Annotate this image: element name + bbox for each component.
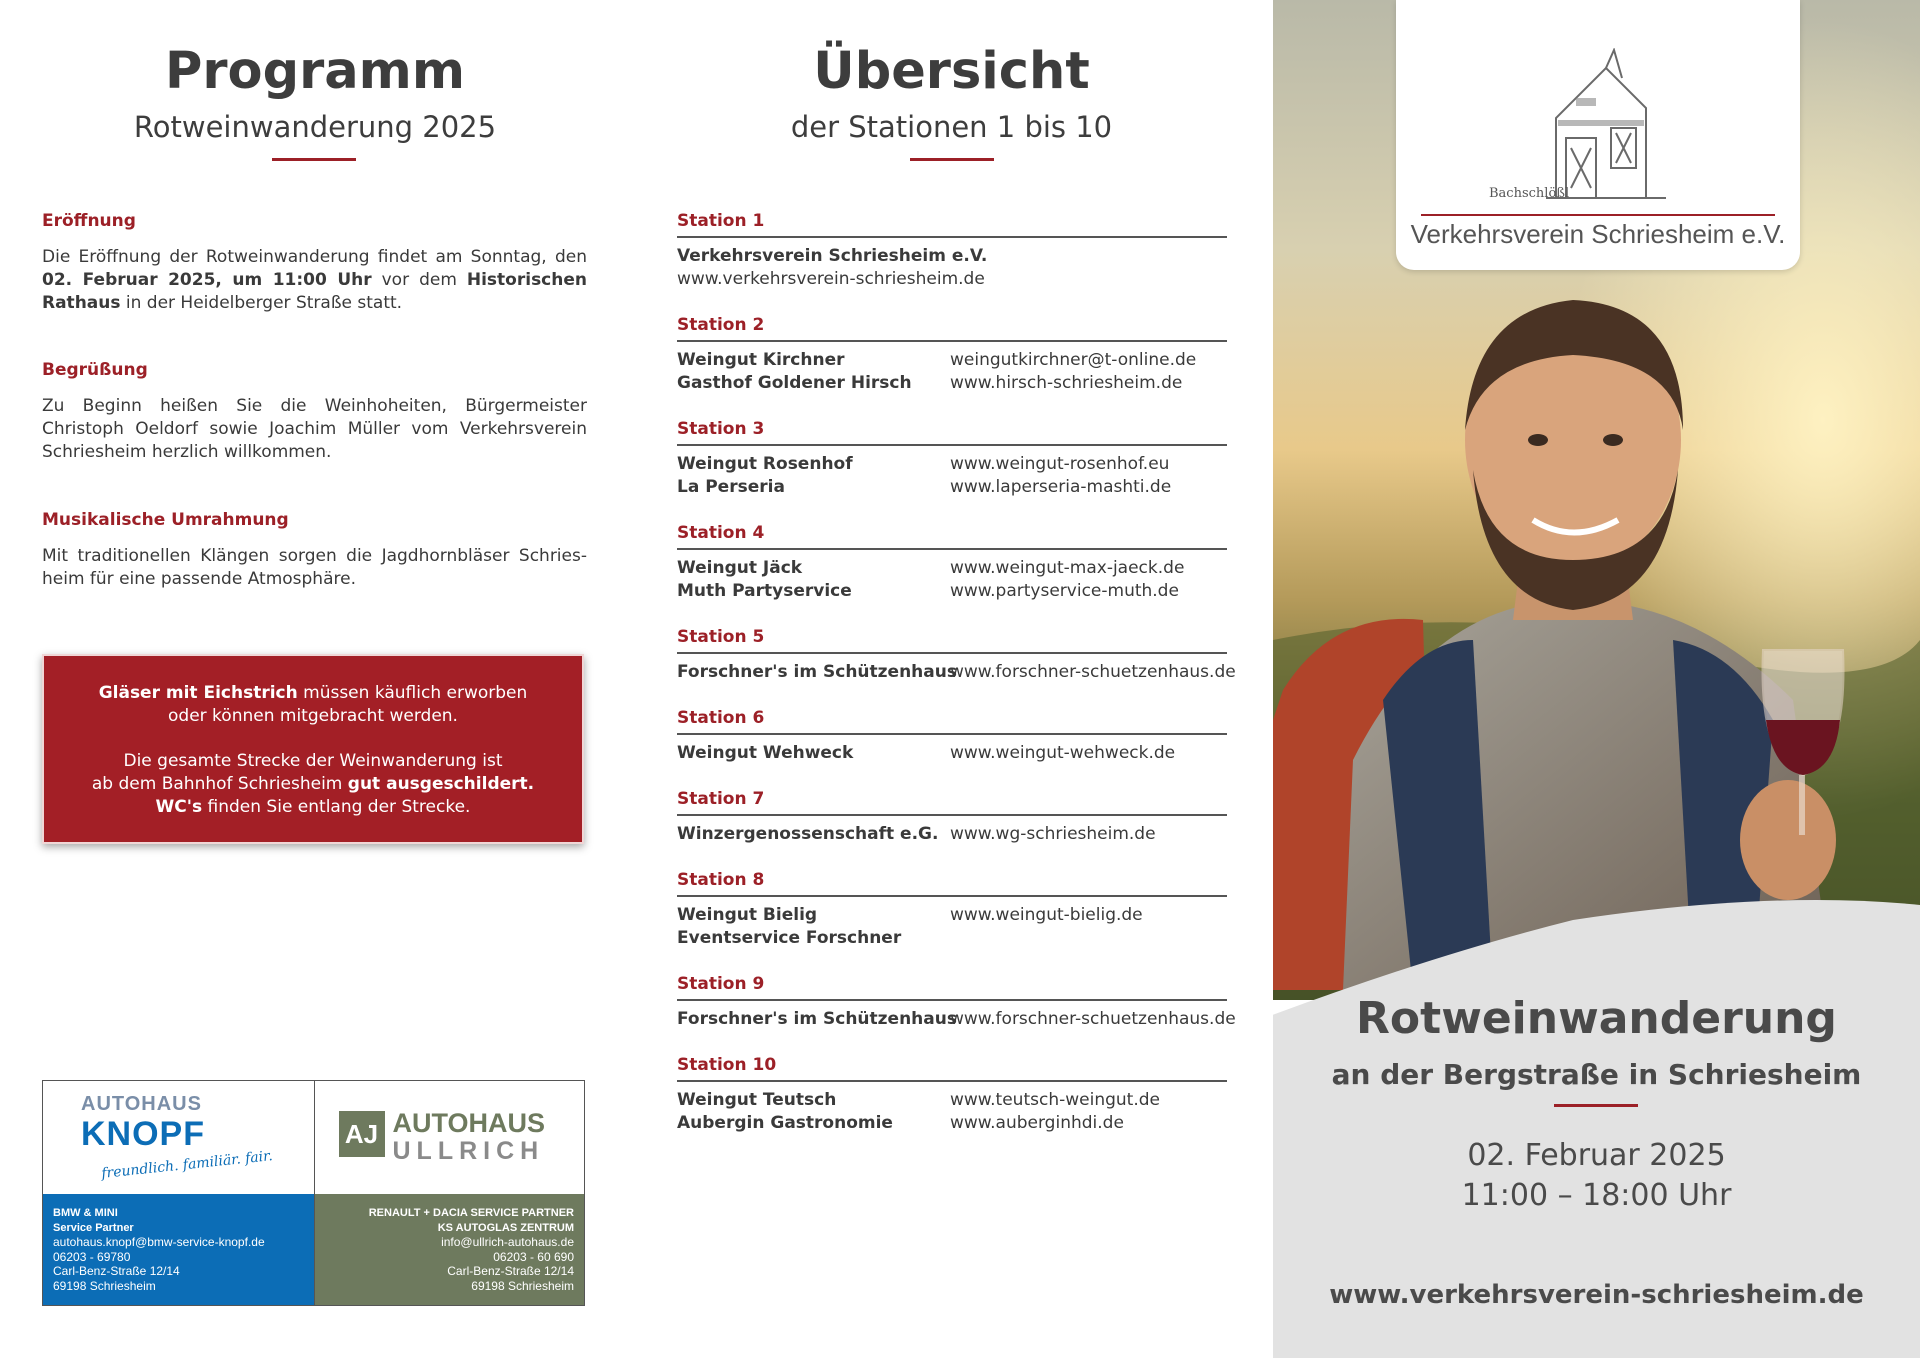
logo-organisation-name: Verkehrsverein Schriesheim e.V.	[1410, 219, 1786, 249]
station-heading: Station 8	[677, 870, 765, 890]
cover-website: www.verkehrsverein-schriesheim.de	[1329, 1280, 1864, 1310]
station-name: Forschner's im Schützenhaus	[677, 662, 957, 682]
station-rule	[677, 999, 1227, 1001]
ad-autohaus-ullrich	[314, 1081, 585, 1305]
cover-time: 11:00 – 18:00 Uhr	[1461, 1178, 1732, 1213]
station-name: Weingut Bielig	[677, 905, 818, 925]
station-name: Muth Partyservice	[677, 580, 852, 601]
station-link[interactable]: www.weingut-max-jaeck.de	[950, 558, 1185, 578]
station-name: Weingut Jäck	[677, 558, 803, 578]
station-rule	[677, 548, 1227, 550]
logo-rule	[1421, 214, 1775, 216]
station-name: Aubergin Gastronomie	[677, 1112, 893, 1133]
station-name: La Perseria	[677, 476, 785, 497]
section-heading-opening: Eröffnung	[42, 211, 136, 231]
section-heading-welcome: Begrüßung	[42, 360, 148, 380]
station-rule	[677, 340, 1227, 342]
knopf-email: autohaus.knopf@bmw-service-knopf.de	[53, 1235, 265, 1249]
station-link[interactable]: www.teutsch-weingut.de	[950, 1090, 1160, 1110]
station-rule	[677, 444, 1227, 446]
knopf-tagline: freundlich. familiär. fair.	[100, 1148, 274, 1182]
program-subtitle: Rotweinwanderung 2025	[133, 110, 497, 144]
section-text-welcome: Zu Beginn heißen Sie die Weinhoheiten, Bürgermeister Christoph Oeldorf sowie Joachim Müller vom Verkehrsverein Schriesheim herzlich willkommen.	[42, 396, 587, 462]
cover-title: Rotweinwanderung	[1356, 993, 1837, 1044]
station-heading: Station 10	[677, 1055, 777, 1075]
station-heading: Station 7	[677, 789, 765, 809]
station-link[interactable]: www.forschner-schuetzenhaus.de	[950, 662, 1236, 682]
ullrich-phone: 06203 - 60 690	[493, 1249, 574, 1264]
station-rule	[677, 1080, 1227, 1082]
stations-column	[630, 0, 1273, 1358]
section-text-opening: Die Eröffnung der Rotweinwanderung findet am Sonntag, den 02. Februar 2025, um 11:00 Uhr vor dem Historischen Rathaus in der Heidelberger Straße statt.	[42, 247, 587, 313]
station-link[interactable]: www.verkehrsverein-schriesheim.de	[677, 268, 985, 289]
knopf-logo-line2: KNOPF	[81, 1115, 205, 1153]
station-rule	[677, 895, 1227, 897]
stations-title-rule	[910, 158, 994, 161]
station-heading: Station 5	[677, 627, 765, 647]
sponsor-ads	[42, 1080, 585, 1306]
station-name: Weingut Wehweck	[677, 743, 854, 763]
knopf-street: Carl-Benz-Straße 12/14	[53, 1264, 180, 1278]
cover-date: 02. Februar 2025	[1467, 1138, 1726, 1173]
station-name: Gasthof Goldener Hirsch	[677, 372, 912, 393]
station-name: Weingut Kirchner	[677, 350, 845, 370]
knopf-partner-2: Service Partner	[53, 1221, 134, 1234]
station-name: Eventservice Forschner	[677, 927, 902, 948]
cover-subtitle: an der Bergstraße in Schriesheim	[1331, 1058, 1862, 1091]
bachschloessl-drawing-icon	[1536, 48, 1676, 200]
station-rule	[677, 814, 1227, 816]
station-link[interactable]: www.auberginhdi.de	[950, 1112, 1124, 1133]
station-name: Forschner's im Schützenhaus	[677, 1009, 957, 1029]
ullrich-logo	[315, 1081, 585, 1194]
station-heading: Station 6	[677, 708, 765, 728]
notice-box: Gläser mit Eichstrich müssen käuflich erworben oder können mitgebracht werden. Die gesamte Strecke der Weinwanderung ist ab dem Bahnhof Schriesheim gut ausgeschildert. WC's finden Sie entlang der Strecke.	[42, 654, 584, 844]
ullrich-logo-line2: ULLRICH	[392, 1137, 545, 1165]
section-heading-music: Musikalische Umrahmung	[42, 510, 289, 530]
ullrich-street: Carl-Benz-Straße 12/14	[447, 1264, 574, 1278]
station-name: Weingut Teutsch	[677, 1090, 837, 1110]
station-link[interactable]: weingutkirchner@t-online.de	[950, 350, 1197, 370]
station-link[interactable]: www.hirsch-schriesheim.de	[950, 372, 1183, 393]
station-rule	[677, 652, 1227, 654]
station-heading: Station 4	[677, 523, 765, 543]
station-heading: Station 1	[677, 211, 765, 231]
knopf-contact	[43, 1194, 314, 1305]
station-rule	[677, 733, 1227, 735]
station-link[interactable]: www.weingut-wehweck.de	[950, 743, 1176, 763]
station-heading: Station 3	[677, 419, 765, 439]
station-link[interactable]: www.laperseria-mashti.de	[950, 476, 1172, 497]
station-name: Winzergenossenschaft e.G.	[677, 824, 939, 844]
program-title: Programm	[165, 42, 465, 101]
program-title-rule	[272, 158, 356, 161]
station-heading: Station 2	[677, 315, 765, 335]
ullrich-logo-mark: AJ	[339, 1111, 385, 1157]
station-link[interactable]: www.weingut-rosenhof.eu	[950, 454, 1170, 474]
knopf-phone: 06203 - 69780	[53, 1249, 131, 1264]
station-link[interactable]: www.weingut-bielig.de	[950, 905, 1143, 925]
stations-subtitle: der Stationen 1 bis 10	[790, 110, 1113, 144]
knopf-partner-1: BMW & MINI	[53, 1207, 118, 1219]
cover-panel	[1273, 0, 1920, 1358]
knopf-logo-line1: AUTOHAUS	[81, 1093, 202, 1115]
cover-rule	[1554, 1104, 1638, 1107]
logo-small-label: Bachschlößl	[1489, 186, 1570, 201]
ullrich-city: 69198 Schriesheim	[471, 1278, 574, 1293]
station-name: Verkehrsverein Schriesheim e.V.	[677, 246, 988, 266]
station-heading: Station 9	[677, 974, 765, 994]
station-link[interactable]: www.partyservice-muth.de	[950, 580, 1179, 601]
ullrich-logo-line1: AUTOHAUS	[392, 1108, 546, 1138]
stations-title: Übersicht	[813, 42, 1090, 101]
knopf-logo	[43, 1081, 314, 1194]
section-text-music: Mit traditionellen Klängen sorgen die Jagdhornbläser Schriesheim für eine passende Atmosphäre.	[42, 546, 587, 589]
ullrich-partner-2: KS AUTOGLAS ZENTRUM	[437, 1221, 574, 1234]
ullrich-partner-1: RENAULT + DACIA SERVICE PARTNER	[368, 1207, 574, 1219]
station-name: Weingut Rosenhof	[677, 454, 853, 474]
ullrich-contact	[315, 1194, 585, 1305]
station-link[interactable]: www.wg-schriesheim.de	[950, 824, 1156, 844]
knopf-city: 69198 Schriesheim	[53, 1278, 156, 1293]
ad-autohaus-knopf	[43, 1081, 314, 1305]
ullrich-email: info@ullrich-autohaus.de	[441, 1235, 574, 1249]
station-link[interactable]: www.forschner-schuetzenhaus.de	[950, 1009, 1236, 1029]
logo-card	[1396, 0, 1800, 270]
station-rule	[677, 236, 1227, 238]
